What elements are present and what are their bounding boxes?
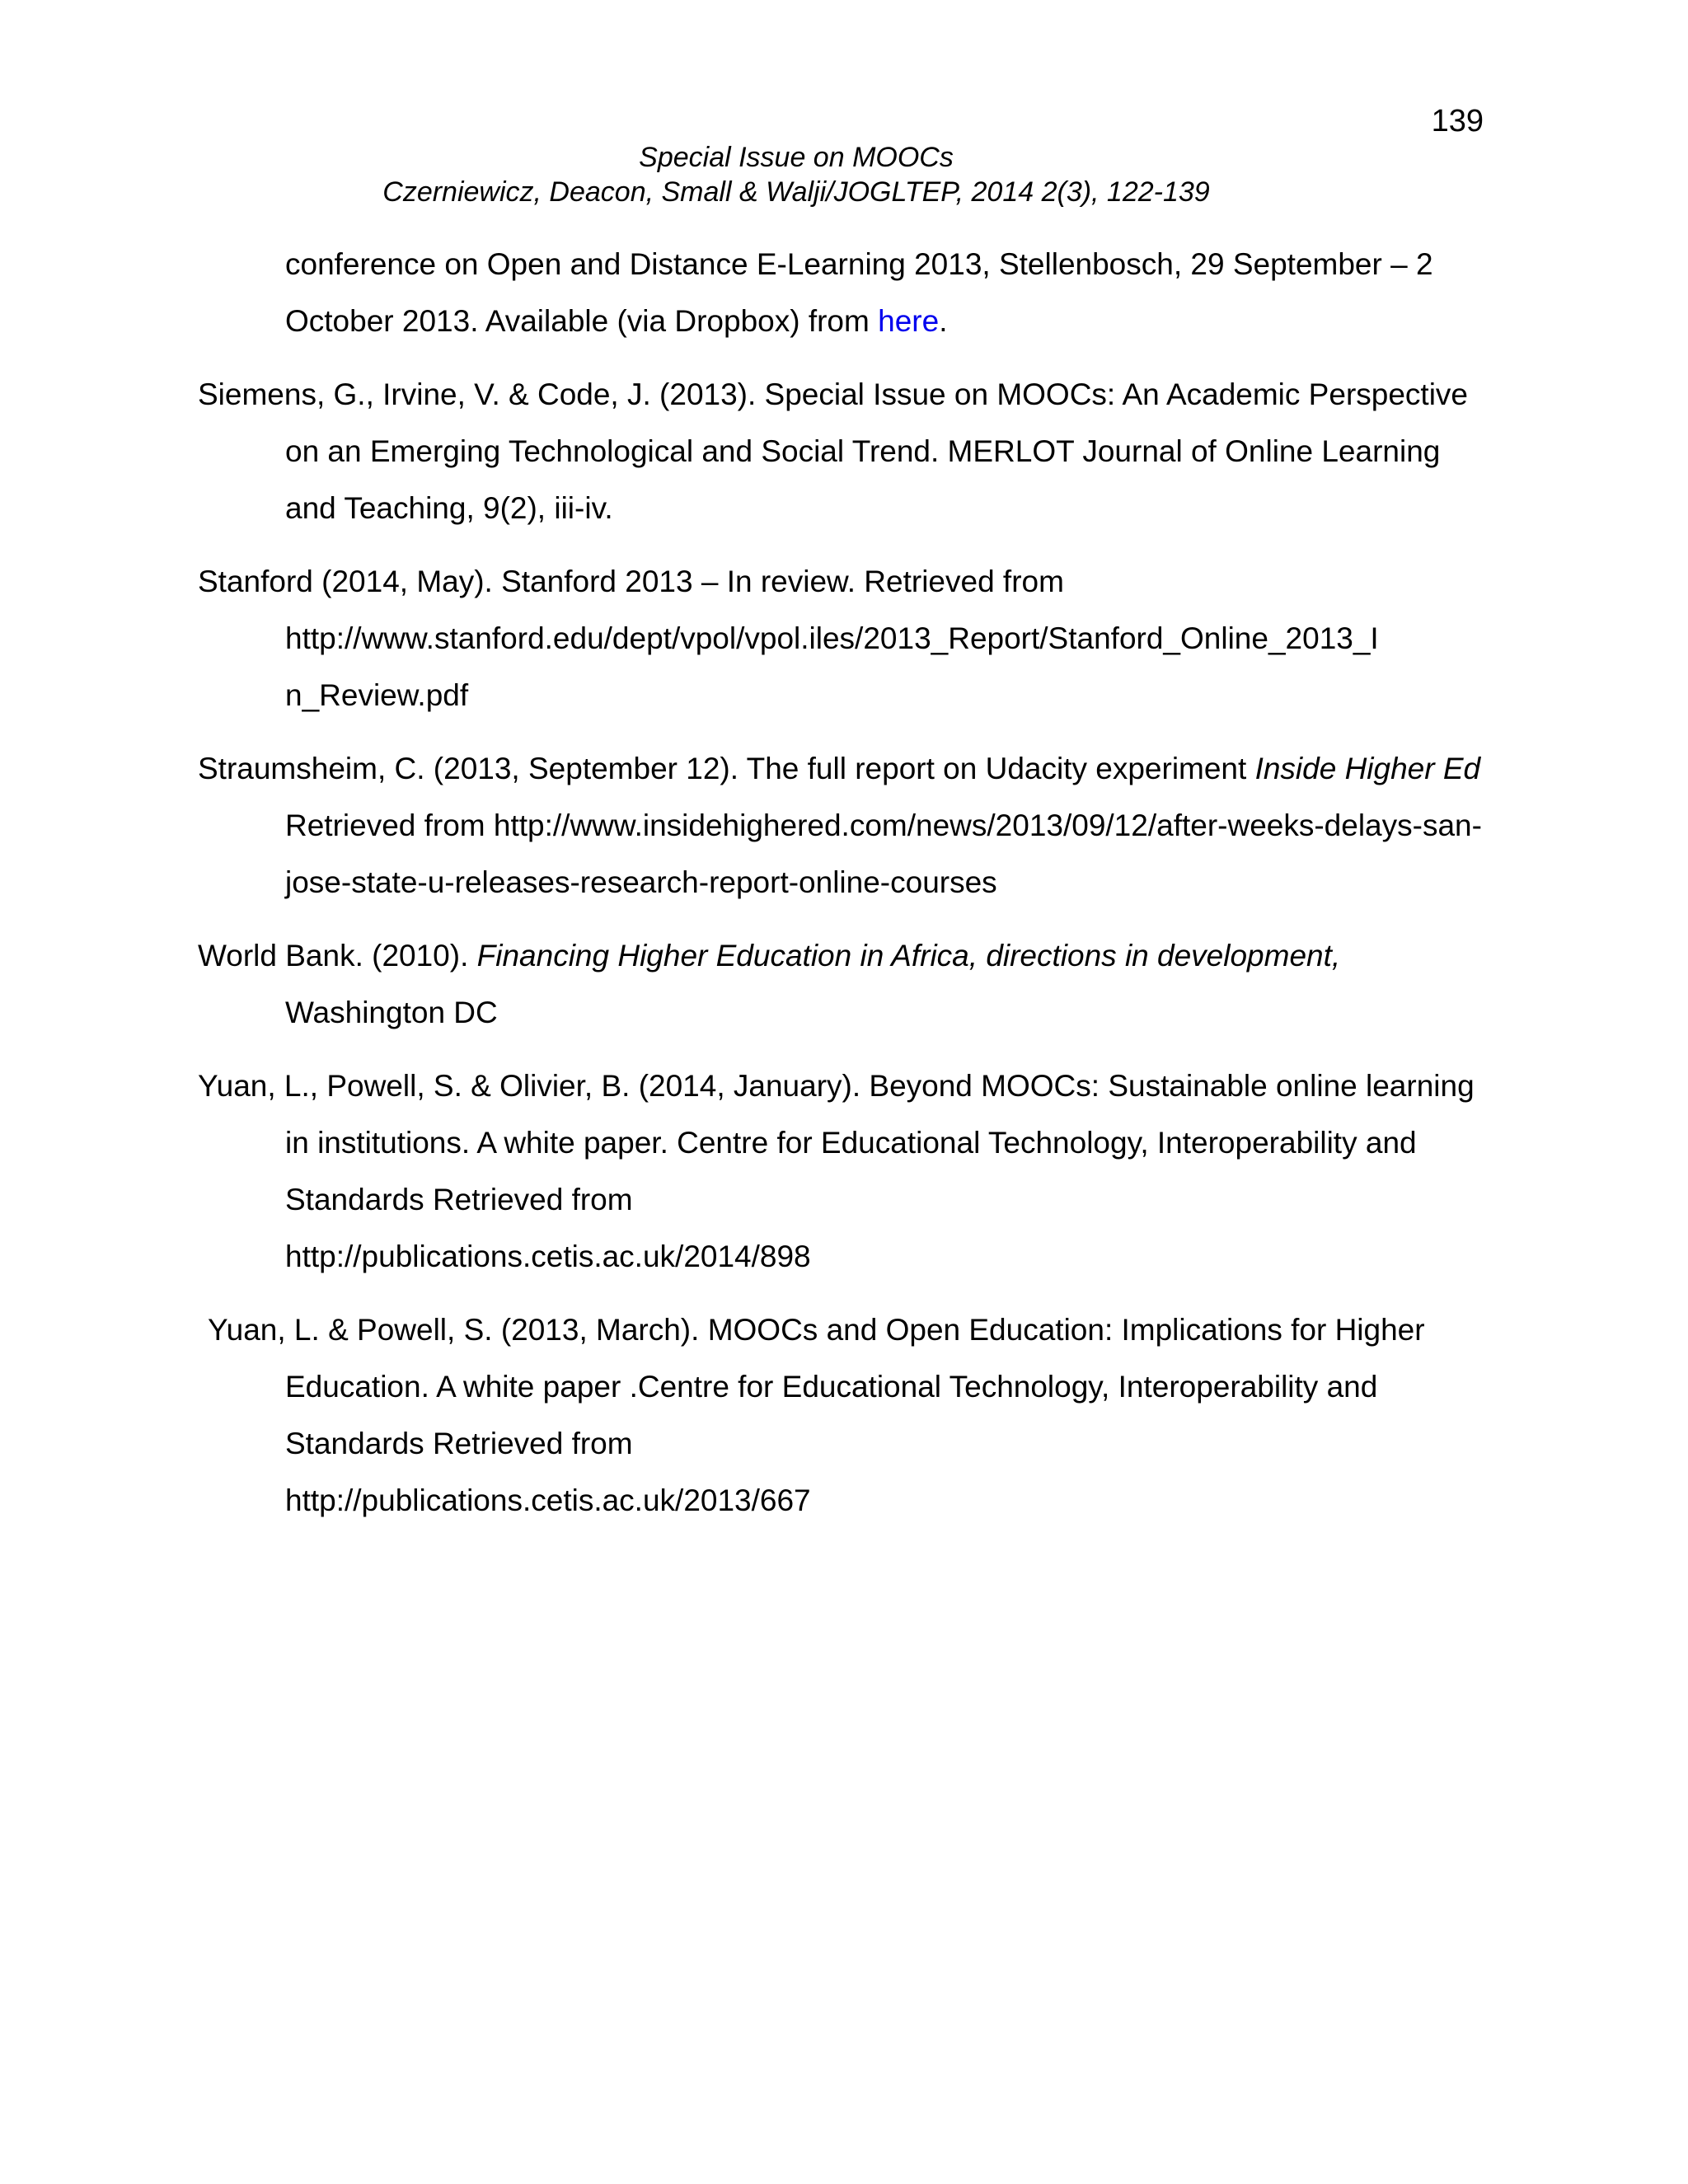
reference-straumsheim <box>198 740 1484 911</box>
reference-url: http://publications.cetis.ac.uk/2013/667 <box>285 1483 811 1517</box>
reference-text: conference on Open and Distance E-Learning 2013, Stellenbosch, 29 September – 2 October 2013. Available (via Dropbox) from <box>285 247 1433 338</box>
dropbox-link[interactable]: here <box>878 304 940 338</box>
journal-issue-title: Special Issue on MOOCs <box>639 142 954 173</box>
reference-text: Siemens, G., Irvine, V. & Code, J. (2013). Special Issue on MOOCs: An Academic Perspective on an Emerging Technological and Social Trend. MERLOT Journal of Online Learning and Teaching, 9(2), iii-iv. <box>198 377 1468 525</box>
reference-journal: Inside Higher Ed <box>1254 752 1481 785</box>
reference-yuan-2013 <box>208 1301 1484 1529</box>
reference-title: Financing Higher Education in Africa, directions in development, <box>476 939 1341 972</box>
reference-text: Straumsheim, C. (2013, September 12). The full report on Udacity experiment <box>198 752 1255 785</box>
reference-list <box>198 236 1484 1545</box>
reference-stanford <box>198 553 1484 724</box>
reference-world-bank <box>198 927 1484 1041</box>
reference-url: http://www.stanford.edu/dept/vpol/vpol.iles/2013_Report/Stanford_Online_2013_I <box>285 621 1379 655</box>
reference-text: World Bank. (2010). <box>198 939 477 972</box>
reference-text: . <box>939 304 948 338</box>
article-citation: Czerniewicz, Deacon, Small & Walji/JOGLTEP, 2014 2(3), 122-139 <box>382 176 1210 208</box>
reference-text: Washington DC <box>285 996 498 1029</box>
running-header <box>0 140 1592 209</box>
reference-url: http://publications.cetis.ac.uk/2014/898 <box>285 1240 811 1273</box>
reference-url: n_Review.pdf <box>285 678 469 712</box>
reference-text: Retrieved from http://www.insidehighered.com/news/2013/09/12/after-weeks-delays-san-jose-state-u-releases-research-report-online-courses <box>285 808 1482 899</box>
page-number: 139 <box>1431 104 1484 138</box>
reference-text: Stanford (2014, May). Stanford 2013 – In review. Retrieved from <box>198 565 1064 598</box>
reference-text: Yuan, L., Powell, S. & Olivier, B. (2014, January). Beyond MOOCs: Sustainable online learning in institutions. A white paper. Centre for Educational Technology, Interoperability and Standards Retrieved from <box>198 1069 1475 1216</box>
reference-yuan-2014 <box>198 1057 1484 1285</box>
reference-siemens <box>198 366 1484 537</box>
reference-continuation <box>198 236 1484 349</box>
reference-text: Yuan, L. & Powell, S. (2013, March). MOOCs and Open Education: Implications for Higher Education. A white paper .Centre for Educational Technology, Interoperability and Standards Retrieved from <box>208 1313 1425 1460</box>
